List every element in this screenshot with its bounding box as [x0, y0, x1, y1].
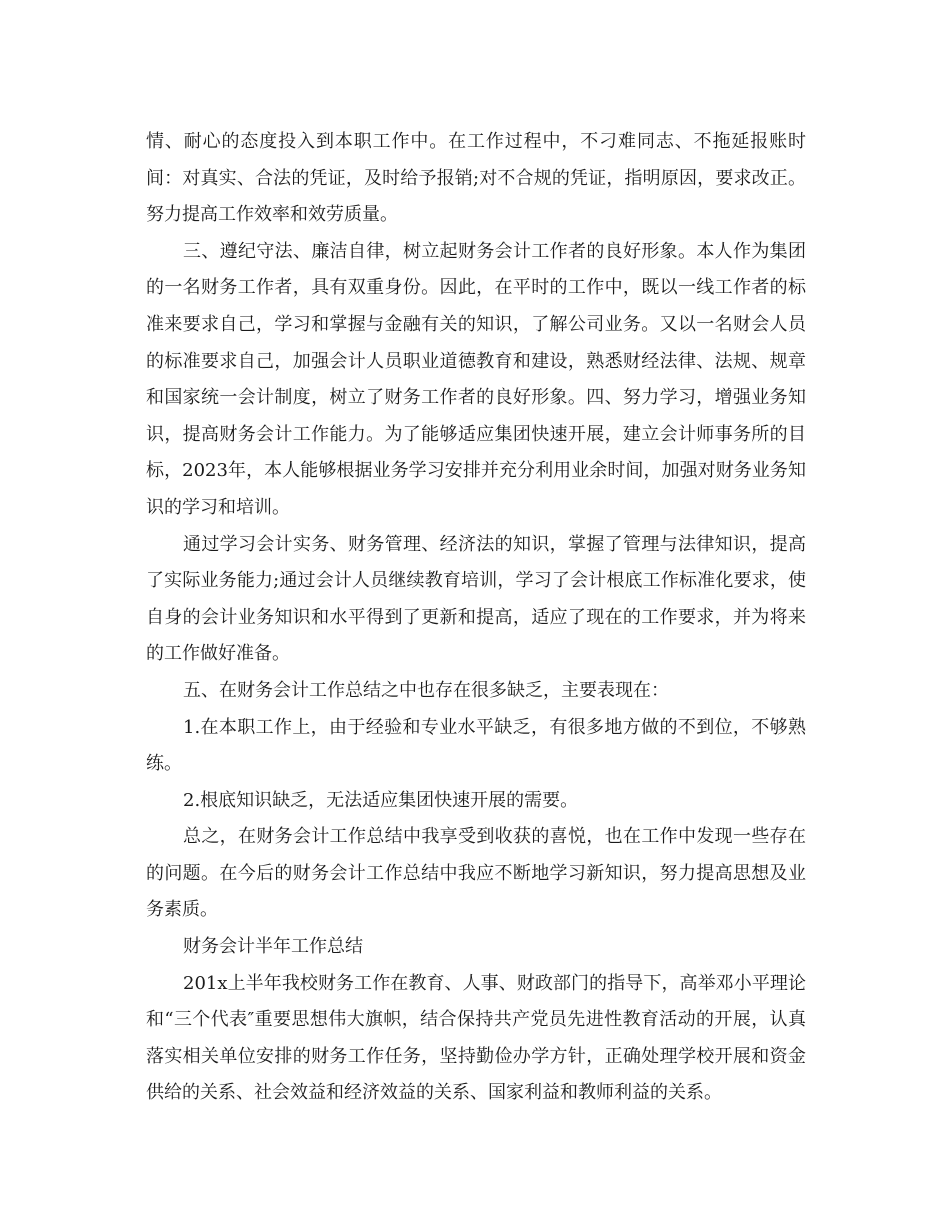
paragraph-7: 总之，在财务会计工作总结中我享受到收获的喜悦，也在工作中发现一些存在的问题。在今后的财务会计工作总结中我应不断地学习新知识，努力提高思想及业务素质。: [146, 826, 806, 921]
section-heading: 财务会计半年工作总结: [183, 936, 363, 958]
document-body: [146, 124, 806, 1112]
paragraph-2: 三、遵纪守法、廉洁自律，树立起财务会计工作者的良好形象。本人作为集团的一名财务工作者，具有双重身份。因此，在平时的工作中，既以一线工作者的标准来要求自己，学习和掌握与金融有关的知识，了解公司业务。又以一名财会人员的标准要求自己，加强会计人员职业道德教育和建设，熟悉财经法律、法规、规章和国家统一会计制度，树立了财务工作者的良好形象。四、努力学习，增强业务知识，提高财务会计工作能力。为了能够适应集团快速开展，建立会计师事务所的目标，2023年，本人能够根据业务学习安排并充分利用业余时间，加强对财务业务知识的学习和培训。: [146, 240, 806, 518]
paragraph-9: 201x上半年我校财务工作在教育、人事、财政部门的指导下，高举邓小平理论和“三个代表″重要思想伟大旗帜，结合保持共产党员先进性教育活动的开展，认真落实相关单位安排的财务工作任务，坚持勤俭办学方针，正确处理学校开展和资金供给的关系、社会效益和经济效益的关系、国家利益和教师利益的关系。: [146, 972, 806, 1104]
paragraph-5: 1.在本职工作上，由于经验和专业水平缺乏，有很多地方做的不到位，不够熟练。: [146, 716, 806, 775]
paragraph-6: 2.根底知识缺乏，无法适应集团快速开展的需要。: [183, 789, 579, 811]
paragraph-3: 通过学习会计实务、财务管理、经济法的知识，掌握了管理与法律知识，提高了实际业务能力;通过会计人员继续教育培训，学习了会计根底工作标准化要求，使自身的会计业务知识和水平得到了更新和提高，适应了现在的工作要求，并为将来的工作做好准备。: [146, 533, 806, 665]
paragraph-1: 情、耐心的态度投入到本职工作中。在工作过程中，不刁难同志、不拖延报账时间：对真实、合法的凭证，及时给予报销;对不合规的凭证，指明原因，要求改正。努力提高工作效率和效劳质量。: [146, 131, 806, 226]
paragraph-4: 五、在财务会计工作总结之中也存在很多缺乏，主要表现在：: [183, 679, 669, 701]
